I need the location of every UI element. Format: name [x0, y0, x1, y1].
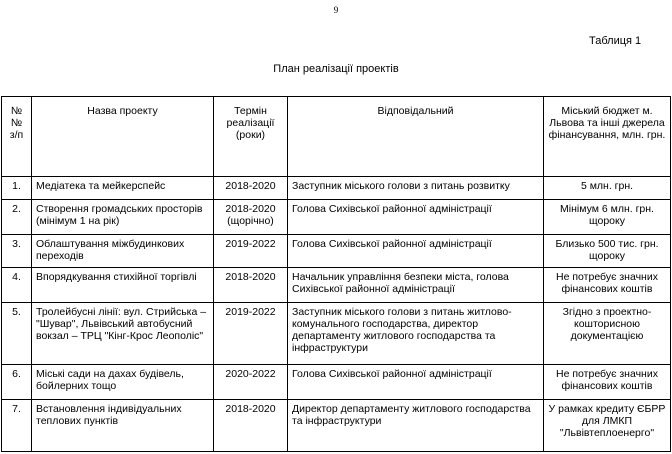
row-responsible: Голова Сихівської районної адміністрації [288, 200, 544, 235]
row-term: 2018-2020 (щорічно) [214, 200, 288, 235]
header-budget: Міський бюджет м. Львова та інші джерела фінансування, млн. грн. [544, 97, 671, 177]
row-responsible: Директор департаменту житлового господарства та інфраструктури [288, 400, 544, 452]
table-row [2, 365, 671, 400]
row-num: 6. [2, 365, 32, 400]
row-term: 2018-2020 [214, 400, 288, 452]
row-budget: Не потребує значних фінансових коштів [544, 268, 671, 303]
header-term: Термін реалізації (роки) [214, 97, 288, 177]
table-label: Таблиця 1 [589, 35, 642, 47]
row-name: Впорядкування стихійної торгівлі [32, 268, 214, 303]
row-num: 3. [2, 235, 32, 268]
table-row [2, 235, 671, 268]
header-responsible: Відповідальний [288, 97, 544, 177]
row-budget: 5 млн. грн. [544, 177, 671, 200]
row-num: 1. [2, 177, 32, 200]
row-responsible: Начальник управління безпеки міста, голова Сихівської районної адміністрації [288, 268, 544, 303]
row-term: 2019-2022 [214, 235, 288, 268]
row-name: Створення громадських просторів (мінімум 1 на рік) [32, 200, 214, 235]
table-row [2, 268, 671, 303]
page-number: 9 [333, 5, 339, 15]
table-row [2, 200, 671, 235]
table-header-row [2, 97, 671, 177]
row-budget: У рамках кредиту ЄБРР для ЛМКП "Львівтеплоенерго" [544, 400, 671, 452]
row-num: 5. [2, 303, 32, 365]
table-row [2, 177, 671, 200]
row-budget: Не потребує значних фінансових коштів [544, 365, 671, 400]
plan-title: План реалізації проектів [273, 63, 399, 75]
row-responsible: Голова Сихівської районної адміністрації [288, 235, 544, 268]
row-term: 2018-2020 [214, 177, 288, 200]
row-term: 2018-2020 [214, 268, 288, 303]
row-term: 2020-2022 [214, 365, 288, 400]
table-row [2, 400, 671, 452]
plan-table [1, 96, 671, 452]
row-responsible: Голова Сихівської районної адміністрації [288, 365, 544, 400]
table-row [2, 303, 671, 365]
row-name: Міські сади на дахах будівель, бойлерних тощо [32, 365, 214, 400]
row-name: Тролейбусні лінії: вул. Стрийська – "Шувар", Львівський автобусний вокзал – ТРЦ "Кінг-Крос Леополіс" [32, 303, 214, 365]
row-num: 7. [2, 400, 32, 452]
row-num: 2. [2, 200, 32, 235]
row-name: Встановлення індивідуальних теплових пунктів [32, 400, 214, 452]
header-name: Назва проекту [32, 97, 214, 177]
row-name: Медіатека та мейкерспейс [32, 177, 214, 200]
row-responsible: Заступник міського голови з питань житлово-комунального господарства, директор департаменту житлового господарства та інфраструктури [288, 303, 544, 365]
header-num: №№ з/п [2, 97, 32, 177]
row-budget: Згідно з проектно-кошторисною документацією [544, 303, 671, 365]
row-term: 2019-2022 [214, 303, 288, 365]
row-num: 4. [2, 268, 32, 303]
row-name: Облаштування міжбудинкових переходів [32, 235, 214, 268]
row-responsible: Заступник міського голови з питань розвитку [288, 177, 544, 200]
row-budget: Близько 500 тис. грн. щороку [544, 235, 671, 268]
row-budget: Мінімум 6 млн. грн. щороку [544, 200, 671, 235]
